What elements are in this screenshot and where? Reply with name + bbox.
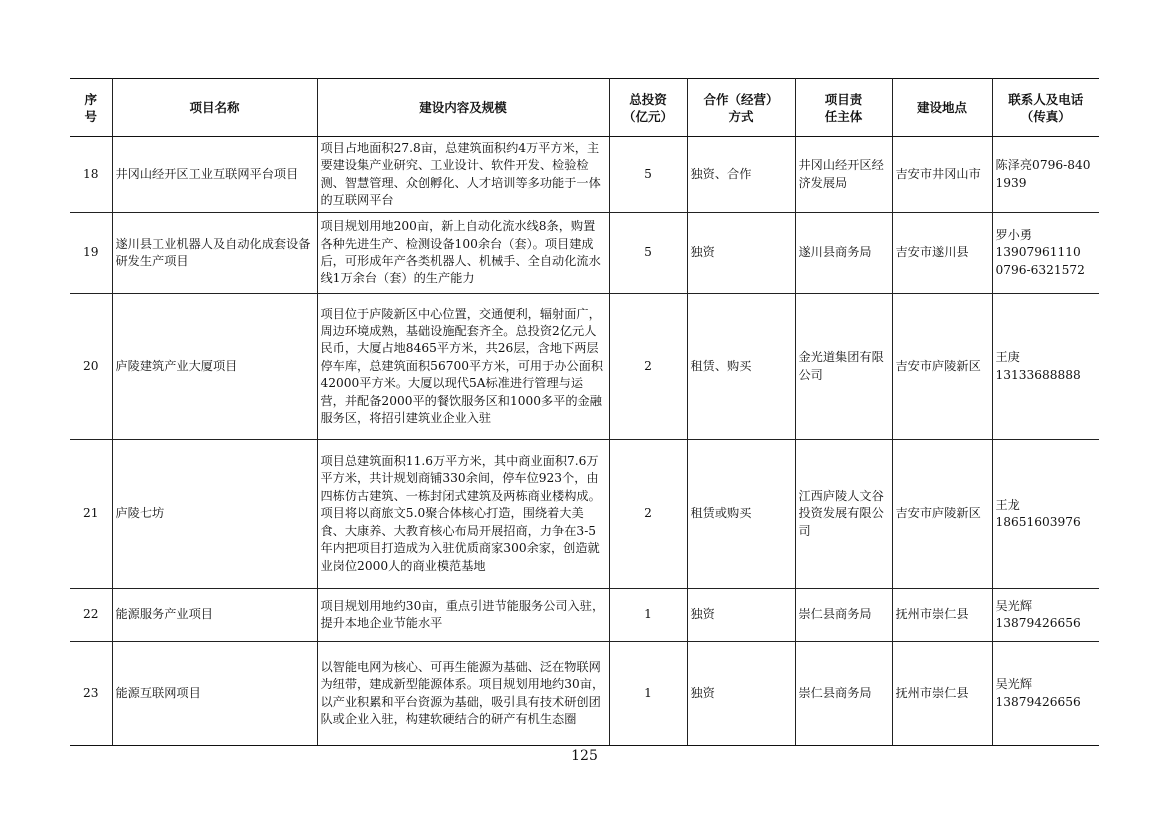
row-name: 遂川县工业机器人及自动化成套设备研发生产项目 xyxy=(112,213,317,294)
row-content: 项目占地面积27.8亩，总建筑面积约4万平方米，主要建设集产业研究、工业设计、软件开发、检验检测、智慧管理、众创孵化、人才培训等多功能于一体的互联网平台 xyxy=(317,137,609,213)
row-contact: 王庚 13133688888 xyxy=(992,294,1099,440)
header-name xyxy=(112,79,317,137)
row-name: 井冈山经开区工业互联网平台项目 xyxy=(112,137,317,213)
row-location: 抚州市崇仁县 xyxy=(892,642,992,746)
row-content: 项目总建筑面积11.6万平方米，其中商业面积7.6万平方米，共计规划商铺330余间，停车位923个，由四栋仿古建筑、一栋封闭式建筑及两栋商业楼构成。项目将以商旅文5.0聚合体核心打造，围绕着大美食、大康养、大教育核心布局开展招商，力争在3-5年内把项目打造成为入驻优质商家300余家，创造就业岗位2000人的商业模范基地 xyxy=(317,440,609,589)
header-owner xyxy=(795,79,892,137)
row-content: 以智能电网为核心、可再生能源为基础、泛在物联网为纽带，建成新型能源体系。项目规划用地约30亩，以产业积累和平台资源为基础，吸引具有技术研创团队或企业入驻，构建软硬结合的研产有机生态圈 xyxy=(317,642,609,746)
row-contact: 吴光辉 13879426656 xyxy=(992,589,1099,642)
row-mode: 独资、合作 xyxy=(687,137,795,213)
row-location: 抚州市崇仁县 xyxy=(892,589,992,642)
row-owner: 遂川县商务局 xyxy=(795,213,892,294)
row-content: 项目规划用地约30亩，重点引进节能服务公司入驻，提升本地企业节能水平 xyxy=(317,589,609,642)
row-owner: 江西庐陵人文谷投资发展有限公司 xyxy=(795,440,892,589)
header-mode xyxy=(687,79,795,137)
row-content: 项目规划用地200亩，新上自动化流水线8条，购置各种先进生产、检测设备100余台（套）。项目建成后，可形成年产各类机器人、机械手、全自动化流水线1万余台（套）的生产能力 xyxy=(317,213,609,294)
table-row xyxy=(70,294,1099,440)
row-name: 庐陵七坊 xyxy=(112,440,317,589)
row-no: 21 xyxy=(70,440,112,589)
header-name-text: 项目名称 xyxy=(189,100,240,115)
row-contact: 王龙 18651603976 xyxy=(992,440,1099,589)
header-contact-text: 联系人及电话 （传真） xyxy=(1008,91,1084,124)
row-owner: 崇仁县商务局 xyxy=(795,589,892,642)
row-mode: 独资 xyxy=(687,589,795,642)
row-investment: 1 xyxy=(609,589,687,642)
row-no: 23 xyxy=(70,642,112,746)
row-location: 吉安市庐陵新区 xyxy=(892,440,992,589)
row-location: 吉安市庐陵新区 xyxy=(892,294,992,440)
table-header-row xyxy=(70,79,1099,137)
row-mode: 租赁、购买 xyxy=(687,294,795,440)
header-contact xyxy=(992,79,1099,137)
row-owner: 崇仁县商务局 xyxy=(795,642,892,746)
header-no-text: 序 号 xyxy=(84,91,97,124)
project-table xyxy=(70,78,1099,746)
row-owner: 金光道集团有限公司 xyxy=(795,294,892,440)
row-content: 项目位于庐陵新区中心位置，交通便利，辐射面广，周边环境成熟，基础设施配套齐全。总投资2亿元人民币，大厦占地8465平方米，共26层，含地下两层停车库，总建筑面积56700平方米，可用于办公面积42000平方米。大厦以现代5A标准进行管理与运营，并配备2000平的餐饮服务区和1000多平的金融服务区，将招引建筑业企业入驻 xyxy=(317,294,609,440)
row-location: 吉安市井冈山市 xyxy=(892,137,992,213)
header-location-text: 建设地点 xyxy=(916,100,967,115)
row-no: 18 xyxy=(70,137,112,213)
row-mode: 独资 xyxy=(687,213,795,294)
header-location xyxy=(892,79,992,137)
row-contact: 陈泽亮0796-8401939 xyxy=(992,137,1099,213)
header-mode-text: 合作（经营） 方式 xyxy=(703,91,779,124)
header-investment-text: 总投资 （亿元） xyxy=(622,91,673,124)
row-contact: 罗小勇 13907961110 0796-6321572 xyxy=(992,213,1099,294)
table-row xyxy=(70,589,1099,642)
header-content-text: 建设内容及规模 xyxy=(419,100,507,115)
table-row xyxy=(70,440,1099,589)
row-investment: 2 xyxy=(609,294,687,440)
table-row xyxy=(70,137,1099,213)
page-number: 125 xyxy=(571,748,598,764)
row-no: 20 xyxy=(70,294,112,440)
header-no xyxy=(70,79,112,137)
row-no: 19 xyxy=(70,213,112,294)
header-content xyxy=(317,79,609,137)
table-row xyxy=(70,642,1099,746)
row-no: 22 xyxy=(70,589,112,642)
table-row xyxy=(70,213,1099,294)
header-owner-text: 项目责 任主体 xyxy=(824,91,863,124)
row-investment: 1 xyxy=(609,642,687,746)
row-mode: 租赁或购买 xyxy=(687,440,795,589)
row-name: 能源互联网项目 xyxy=(112,642,317,746)
row-investment: 5 xyxy=(609,213,687,294)
row-contact: 吴光辉 13879426656 xyxy=(992,642,1099,746)
header-investment xyxy=(609,79,687,137)
row-name: 能源服务产业项目 xyxy=(112,589,317,642)
row-location: 吉安市遂川县 xyxy=(892,213,992,294)
row-owner: 井冈山经开区经济发展局 xyxy=(795,137,892,213)
row-mode: 独资 xyxy=(687,642,795,746)
row-name: 庐陵建筑产业大厦项目 xyxy=(112,294,317,440)
row-investment: 5 xyxy=(609,137,687,213)
row-investment: 2 xyxy=(609,440,687,589)
